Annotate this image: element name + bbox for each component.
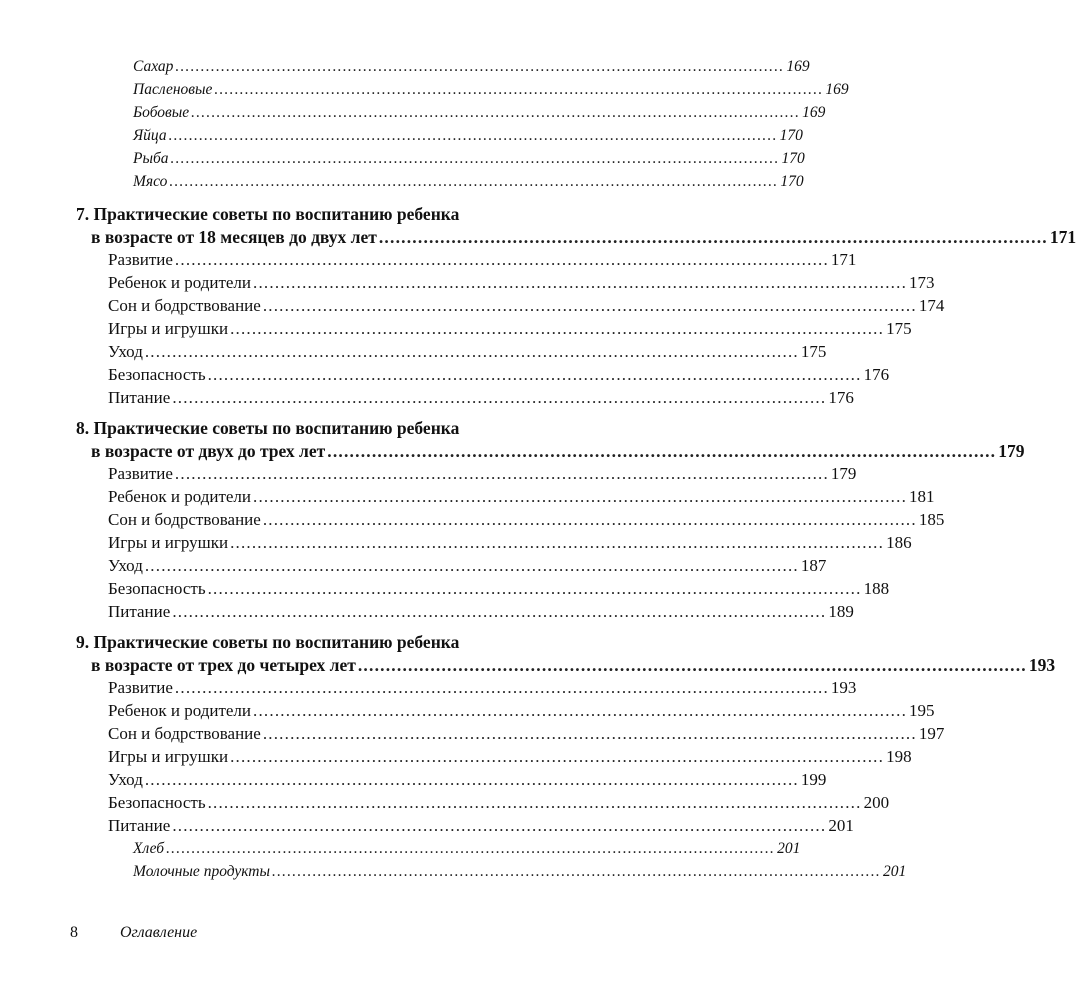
- toc-item-page: 176: [828, 388, 854, 407]
- toc-item-label: Развитие: [108, 464, 173, 483]
- toc-subitem: [133, 173, 804, 191]
- chapter-title-continued: [91, 655, 1056, 676]
- chapter-page: 179: [998, 441, 1025, 461]
- chapter-title-line1: 9. Практические советы по воспитанию ребенка: [76, 632, 460, 652]
- chapter-title-continued: [91, 227, 1076, 248]
- chapter-title-line1: 7. Практические советы по воспитанию ребенка: [76, 204, 460, 224]
- dot-leader: ........................................................................................................................: [230, 533, 885, 552]
- toc-item-label: Безопасность: [108, 365, 206, 384]
- toc-item-label: Питание: [108, 388, 171, 407]
- toc-item-label: Уход: [108, 342, 143, 361]
- dot-leader: ........................................................................................................................: [169, 173, 779, 190]
- toc-subitem-label: Молочные продукты: [133, 863, 270, 880]
- dot-leader: ........................................................................................................................: [172, 816, 827, 835]
- toc-item-page: 198: [886, 747, 912, 766]
- dot-leader: ........................................................................................................................: [172, 602, 827, 621]
- dot-leader: ........................................................................................................................: [262, 724, 917, 743]
- dot-leader: ........................................................................................................................: [144, 556, 799, 575]
- toc-item: [108, 250, 857, 270]
- chapter-title: [76, 418, 551, 439]
- toc-item: [108, 816, 854, 836]
- toc-item-page: 176: [863, 365, 890, 384]
- toc-item: [108, 602, 854, 622]
- toc-item: [108, 556, 827, 576]
- toc-subitem-page: 170: [781, 150, 805, 167]
- dot-leader: ........................................................................................................................: [262, 510, 917, 529]
- toc-subitem-page: 170: [780, 173, 804, 190]
- toc-item-label: Сон и бодрствование: [108, 724, 261, 743]
- dot-leader: ........................................................................................................................: [174, 464, 829, 483]
- toc-subitem-label: Рыба: [133, 150, 169, 167]
- toc-subitem: [133, 104, 826, 122]
- toc-item-label: Питание: [108, 816, 171, 835]
- dot-leader: ........................................................................................................................: [168, 127, 778, 144]
- dot-leader: ........................................................................................................................: [207, 365, 862, 384]
- toc-item-label: Ребенок и родители: [108, 487, 252, 506]
- toc-item-page: 171: [830, 250, 857, 269]
- toc-item-page: 186: [886, 533, 912, 552]
- toc-item: [108, 296, 945, 316]
- toc-item-page: 189: [828, 602, 854, 621]
- toc-item: [108, 342, 827, 362]
- dot-leader: ........................................................................................................................: [253, 273, 908, 292]
- dot-leader: ........................................................................................................................: [144, 342, 799, 361]
- dot-leader: ........................................................................................................................: [170, 150, 780, 167]
- chapter-title-line1: 8. Практические советы по воспитанию ребенка: [76, 418, 460, 438]
- toc-subitem: [133, 840, 801, 858]
- toc-item-label: Сон и бодрствование: [108, 510, 261, 529]
- dot-leader: ........................................................................................................................: [174, 250, 829, 269]
- dot-leader: ........................................................................................................................: [378, 227, 1048, 247]
- dot-leader: ........................................................................................................................: [207, 579, 862, 598]
- dot-leader: ........................................................................................................................: [253, 701, 908, 720]
- toc-item-label: Уход: [108, 770, 143, 789]
- toc-item-page: 188: [863, 579, 890, 598]
- toc-item: [108, 388, 854, 408]
- dot-leader: ........................................................................................................................: [174, 678, 829, 697]
- toc-subitem: [133, 81, 849, 99]
- chapter-title-line2: в возрасте от двух до трех лет: [91, 441, 326, 461]
- dot-leader: ........................................................................................................................: [230, 319, 885, 338]
- toc-item: [108, 770, 827, 790]
- toc-item: [108, 678, 857, 698]
- dot-leader: ........................................................................................................................: [175, 58, 785, 75]
- toc-subitem-label: Мясо: [133, 173, 168, 190]
- dot-leader: ........................................................................................................................: [191, 104, 801, 121]
- toc-item-page: 181: [909, 487, 935, 506]
- running-title: Оглавление: [120, 924, 198, 941]
- chapter-title: [76, 204, 551, 225]
- toc-item-label: Развитие: [108, 250, 173, 269]
- toc-item: [108, 747, 912, 767]
- dot-leader: ........................................................................................................................: [253, 487, 908, 506]
- toc-item-page: 201: [828, 816, 854, 835]
- toc-item-label: Сон и бодрствование: [108, 296, 261, 315]
- toc-subitem: [133, 150, 805, 168]
- toc-item-page: 199: [800, 770, 827, 789]
- toc-subitem-label: Хлеб: [133, 840, 165, 857]
- toc-subitem: [133, 127, 803, 145]
- toc-item: [108, 464, 857, 484]
- chapter-page: 193: [1028, 655, 1056, 675]
- toc-item: [108, 533, 912, 553]
- dot-leader: ........................................................................................................................: [327, 441, 997, 461]
- toc-item-page: 175: [886, 319, 912, 338]
- toc-item-label: Безопасность: [108, 793, 206, 812]
- page-footer: [70, 924, 197, 942]
- toc-item-page: 185: [918, 510, 945, 529]
- chapter-title-line2: в возрасте от трех до четырех лет: [91, 655, 356, 675]
- toc-item-label: Ребенок и родители: [108, 273, 252, 292]
- toc-item: [108, 510, 945, 530]
- dot-leader: ........................................................................................................................: [144, 770, 799, 789]
- toc-subitem-label: Бобовые: [133, 104, 190, 121]
- toc-item-label: Питание: [108, 602, 171, 621]
- toc-item: [108, 319, 912, 339]
- dot-leader: ........................................................................................................................: [272, 863, 881, 880]
- page-number: 8: [70, 924, 78, 941]
- toc-item-label: Игры и игрушки: [108, 319, 229, 338]
- toc-item-label: Ребенок и родители: [108, 701, 252, 720]
- toc-item-page: 200: [863, 793, 890, 812]
- toc-subitem: [133, 58, 810, 76]
- toc-item-page: 197: [918, 724, 945, 743]
- toc-item-label: Уход: [108, 556, 143, 575]
- toc-subitem-page: 201: [777, 840, 801, 857]
- toc-item-label: Игры и игрушки: [108, 747, 229, 766]
- toc-subitem-page: 169: [802, 104, 826, 121]
- chapter-title-line2: в возрасте от 18 месяцев до двух лет: [91, 227, 377, 247]
- dot-leader: ........................................................................................................................: [214, 81, 824, 98]
- toc-subitem-page: 169: [786, 58, 810, 75]
- toc-item-label: Развитие: [108, 678, 173, 697]
- dot-leader: ........................................................................................................................: [172, 388, 827, 407]
- toc-item-page: 174: [918, 296, 945, 315]
- dot-leader: ........................................................................................................................: [207, 793, 862, 812]
- chapter-page: 171: [1049, 227, 1076, 247]
- toc-item-label: Игры и игрушки: [108, 533, 229, 552]
- dot-leader: ........................................................................................................................: [357, 655, 1027, 675]
- dot-leader: ........................................................................................................................: [166, 840, 776, 857]
- toc-subitem-label: Яйца: [133, 127, 167, 144]
- toc-subitem-page: 169: [825, 81, 849, 98]
- toc-item-label: Безопасность: [108, 579, 206, 598]
- toc-subitem-label: Пасленовые: [133, 81, 213, 98]
- toc-item: [108, 701, 935, 721]
- chapter-title: [76, 632, 551, 653]
- toc-item: [108, 273, 935, 293]
- toc-item-page: 175: [800, 342, 827, 361]
- toc-item: [108, 487, 935, 507]
- dot-leader: ........................................................................................................................: [230, 747, 885, 766]
- toc-item-page: 195: [909, 701, 935, 720]
- toc-subitem-page: 201: [883, 863, 907, 880]
- toc-item-page: 193: [830, 678, 857, 697]
- toc-subitem-label: Сахар: [133, 58, 174, 75]
- toc-subitem: [133, 863, 907, 881]
- toc-item: [108, 793, 890, 813]
- toc-subitem-page: 170: [779, 127, 803, 144]
- toc-item-page: 187: [800, 556, 827, 575]
- toc-item: [108, 724, 945, 744]
- toc-item: [108, 365, 890, 385]
- toc-item-page: 173: [909, 273, 935, 292]
- chapter-title-continued: [91, 441, 1025, 462]
- toc-item: [108, 579, 890, 599]
- toc-item-page: 179: [830, 464, 857, 483]
- dot-leader: ........................................................................................................................: [262, 296, 917, 315]
